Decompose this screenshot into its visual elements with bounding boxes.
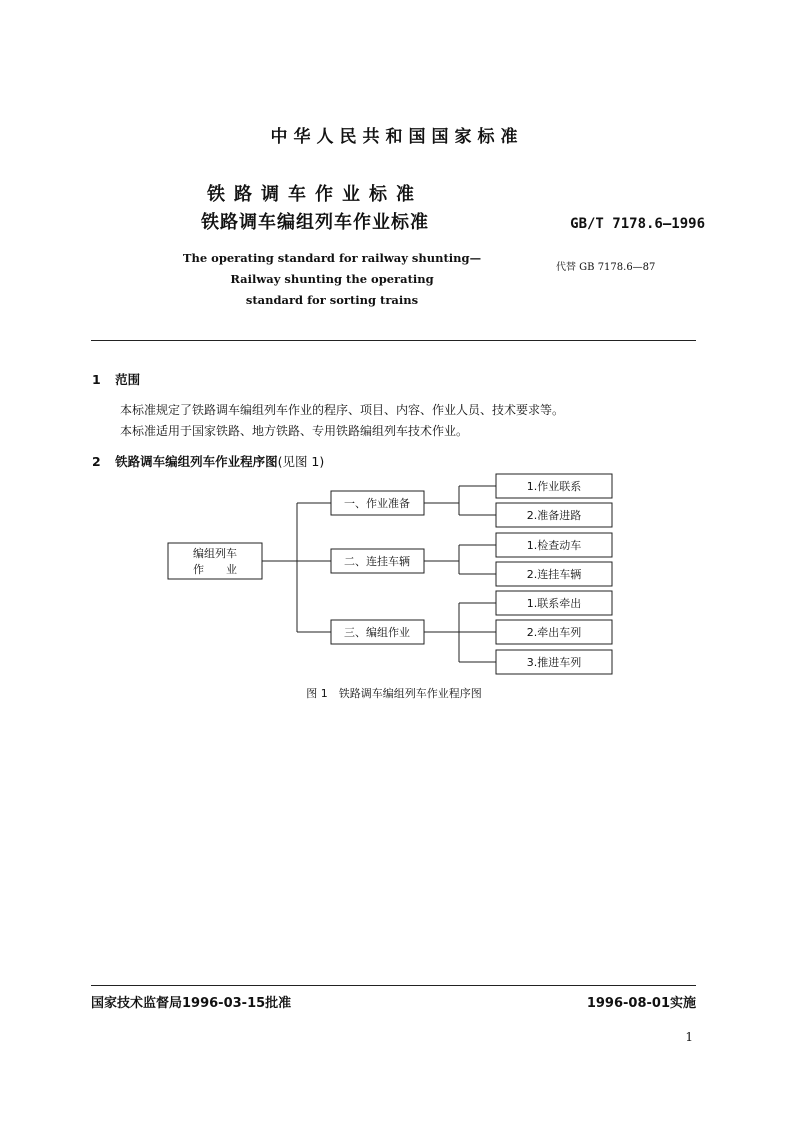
section-1-paragraph-1: 本标准规定了铁路调车编组列车作业的程序、项目、内容、作业人员、技术要求等。: [120, 403, 565, 417]
section-2-title: 铁路调车编组列车作业程序图: [115, 454, 278, 469]
section-2-title-suffix: (见图 1): [277, 454, 325, 469]
replaces-standard: 代替 GB 7178.6—87: [556, 262, 656, 273]
step-label-3-1: 1.联系牵出: [526, 597, 582, 610]
step-label-2-1: 1.检查动车: [526, 539, 582, 552]
stage-label-1: 一、作业准备: [344, 497, 410, 510]
diagram-root-line-2: 作 业: [193, 563, 237, 576]
diagram-root-line-1: 编组列车: [193, 547, 237, 560]
step-label-1-2: 2.准备进路: [526, 509, 582, 522]
section-1-title: 范围: [115, 372, 141, 387]
approval-date: 国家技术监督局1996-03-15批准: [91, 996, 292, 1011]
page-number: 1: [685, 1030, 693, 1044]
figure-caption: 图 1 铁路调车编组列车作业程序图: [306, 687, 482, 700]
standard-number: GB/T 7178.6—1996: [570, 216, 705, 232]
step-label-3-3: 3.推进车列: [526, 656, 582, 669]
english-title-line-3: standard for sorting trains: [245, 293, 419, 307]
step-label-1-1: 1.作业联系: [526, 480, 582, 493]
document-title-main: 铁路调车作业标准: [207, 184, 423, 205]
national-standard-heading: 中华人民共和国国家标准: [270, 127, 524, 147]
document-title-sub: 铁路调车编组列车作业标准: [201, 212, 429, 233]
stage-label-2: 二、连挂车辆: [344, 555, 410, 568]
section-2-number: 2: [92, 454, 101, 469]
step-label-3-2: 2.牵出车列: [526, 626, 582, 639]
stage-label-3: 三、编组作业: [344, 626, 410, 639]
effective-date: 1996-08-01实施: [586, 996, 696, 1011]
english-title-line-2: Railway shunting the operating: [230, 272, 434, 286]
english-title-line-1: The operating standard for railway shunting—: [182, 251, 482, 265]
footer-divider: [91, 985, 696, 986]
step-label-2-2: 2.连挂车辆: [526, 568, 582, 581]
section-1-paragraph-2: 本标准适用于国家铁路、地方铁路、专用铁路编组列车技术作业。: [120, 424, 469, 438]
section-1-number: 1: [92, 372, 101, 387]
